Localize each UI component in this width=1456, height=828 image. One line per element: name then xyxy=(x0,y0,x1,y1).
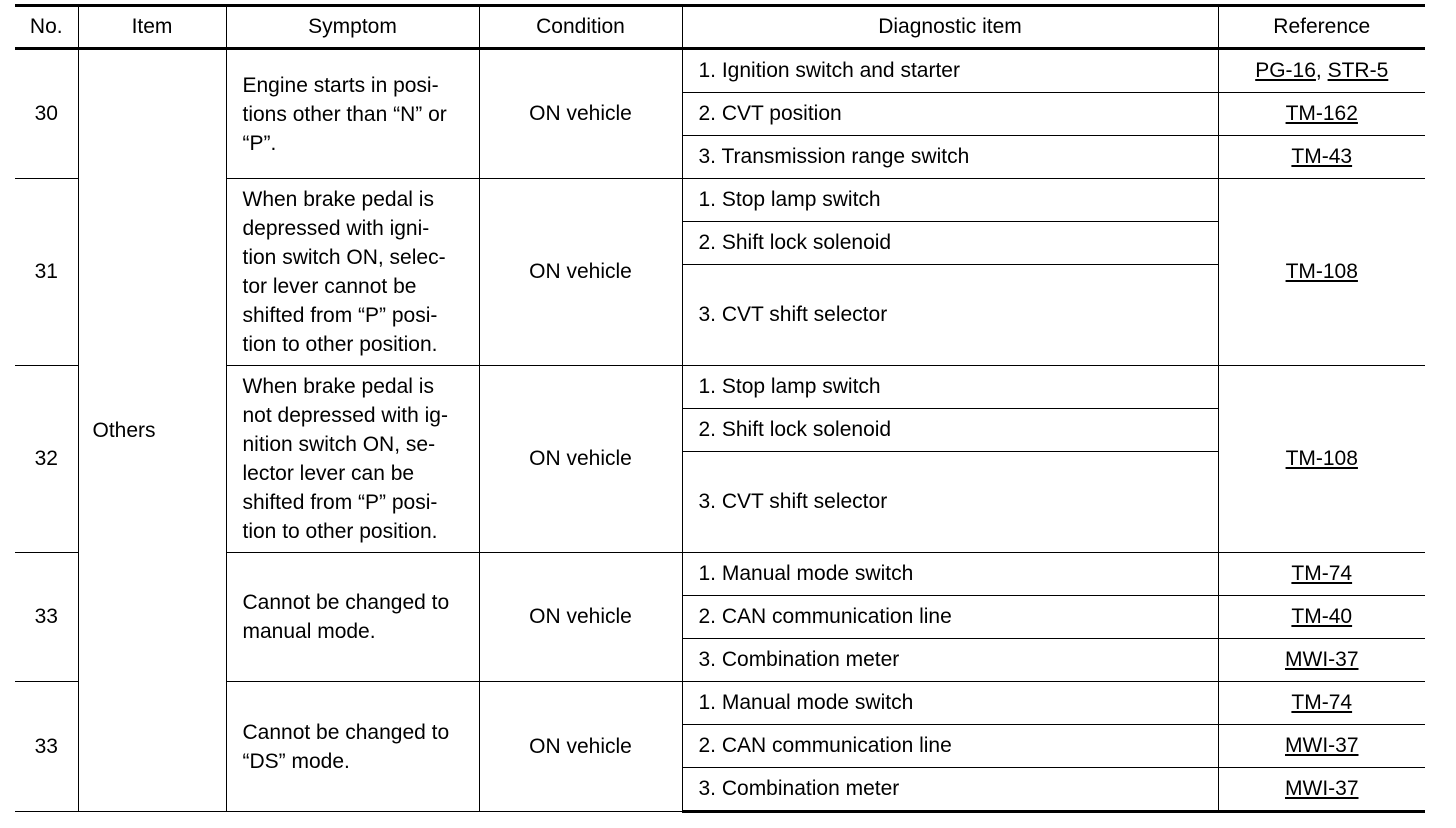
diagnostic-item: 2. Shift lock solenoid xyxy=(682,409,1218,452)
diagnostic-item: 2. CAN communication line xyxy=(682,596,1218,639)
reference-cell xyxy=(1218,639,1425,682)
symptom-line: tion to other position. xyxy=(242,520,438,543)
reference-link[interactable]: MWI-37 xyxy=(1285,777,1359,800)
reference-separator: , xyxy=(1315,59,1328,82)
table-row xyxy=(15,366,1425,409)
diagnostic-item: 2. CVT position xyxy=(682,93,1218,136)
reference-link[interactable]: TM-43 xyxy=(1291,145,1353,168)
symptom-line: When brake pedal is xyxy=(242,188,434,211)
symptom-cell xyxy=(226,179,479,366)
symptom-line: tion switch ON, selec- xyxy=(242,246,446,269)
header-diagnostic-item: Diagnostic item xyxy=(682,6,1218,49)
header-symptom: Symptom xyxy=(226,6,479,49)
table-row xyxy=(15,179,1425,222)
reference-link[interactable]: TM-74 xyxy=(1291,562,1353,585)
symptom-line: manual mode. xyxy=(242,620,376,643)
symptom-line: shifted from “P” posi- xyxy=(242,491,438,514)
symptom-line: not depressed with ig- xyxy=(242,404,448,427)
row-number: 30 xyxy=(15,49,78,179)
header-no: No. xyxy=(15,6,78,49)
reference-cell xyxy=(1218,136,1425,179)
condition-cell: ON vehicle xyxy=(479,179,682,366)
diagnostic-item: 3. Combination meter xyxy=(682,768,1218,812)
item-group-cell: Others xyxy=(78,49,226,812)
diagnostic-item: 3. Transmission range switch xyxy=(682,136,1218,179)
reference-link[interactable]: TM-108 xyxy=(1285,260,1358,283)
reference-cell xyxy=(1218,768,1425,812)
diagnostic-item: 2. Shift lock solenoid xyxy=(682,222,1218,265)
symptom-line: shifted from “P” posi- xyxy=(242,304,438,327)
symptom-line: tor lever cannot be xyxy=(242,275,417,298)
diagnostic-item: 1. Manual mode switch xyxy=(682,553,1218,596)
diagnostic-item: 3. Combination meter xyxy=(682,639,1218,682)
symptom-line: Engine starts in posi- xyxy=(242,73,439,97)
diagnostic-item: 3. CVT shift selector xyxy=(682,452,1218,553)
row-number: 33 xyxy=(15,553,78,682)
table-row xyxy=(15,49,1425,93)
condition-cell: ON vehicle xyxy=(479,366,682,553)
reference-link[interactable]: PG-16 xyxy=(1255,59,1316,82)
table-row xyxy=(15,553,1425,596)
symptom-line: “P”. xyxy=(242,131,277,155)
row-number: 32 xyxy=(15,366,78,553)
reference-link[interactable]: STR-5 xyxy=(1327,59,1389,82)
table-row xyxy=(15,682,1425,725)
symptom-line: Cannot be changed to xyxy=(242,591,450,614)
diagnostic-item: 1. Stop lamp switch xyxy=(682,179,1218,222)
diagnostic-item: 1. Manual mode switch xyxy=(682,682,1218,725)
reference-cell xyxy=(1218,49,1425,93)
diagnostic-item: 3. CVT shift selector xyxy=(682,265,1218,366)
reference-cell xyxy=(1218,366,1425,553)
header-reference: Reference xyxy=(1218,6,1425,49)
row-number: 33 xyxy=(15,682,78,812)
reference-link[interactable]: TM-74 xyxy=(1291,691,1353,714)
symptom-line: “DS” mode. xyxy=(242,749,350,773)
reference-cell xyxy=(1218,596,1425,639)
symptom-line: tions other than “N” or xyxy=(242,102,447,126)
symptom-line: lector lever can be xyxy=(242,462,415,485)
header-item: Item xyxy=(78,6,226,49)
condition-cell: ON vehicle xyxy=(479,553,682,682)
condition-cell: ON vehicle xyxy=(479,682,682,812)
symptom-cell xyxy=(226,49,479,179)
symptom-cell xyxy=(226,366,479,553)
symptom-line: depressed with igni- xyxy=(242,217,430,240)
reference-cell xyxy=(1218,725,1425,768)
symptom-line: nition switch ON, se- xyxy=(242,433,436,456)
reference-link[interactable]: TM-40 xyxy=(1291,605,1353,628)
reference-link[interactable]: TM-108 xyxy=(1285,447,1358,470)
reference-link[interactable]: TM-162 xyxy=(1285,102,1358,125)
diagnostic-table xyxy=(15,4,1425,813)
header-row xyxy=(15,6,1425,49)
reference-cell xyxy=(1218,93,1425,136)
symptom-cell xyxy=(226,553,479,682)
diagnostic-item: 2. CAN communication line xyxy=(682,725,1218,768)
symptom-line: tion to other position. xyxy=(242,333,438,356)
diagnostic-item: 1. Stop lamp switch xyxy=(682,366,1218,409)
reference-cell xyxy=(1218,682,1425,725)
reference-cell xyxy=(1218,553,1425,596)
symptom-cell xyxy=(226,682,479,812)
symptom-line: When brake pedal is xyxy=(242,375,434,398)
diagnostic-item: 1. Ignition switch and starter xyxy=(682,49,1218,93)
condition-cell: ON vehicle xyxy=(479,49,682,179)
reference-link[interactable]: MWI-37 xyxy=(1285,648,1359,671)
reference-link[interactable]: MWI-37 xyxy=(1285,734,1359,757)
header-condition: Condition xyxy=(479,6,682,49)
row-number: 31 xyxy=(15,179,78,366)
reference-cell xyxy=(1218,179,1425,366)
symptom-line: Cannot be changed to xyxy=(242,720,450,744)
